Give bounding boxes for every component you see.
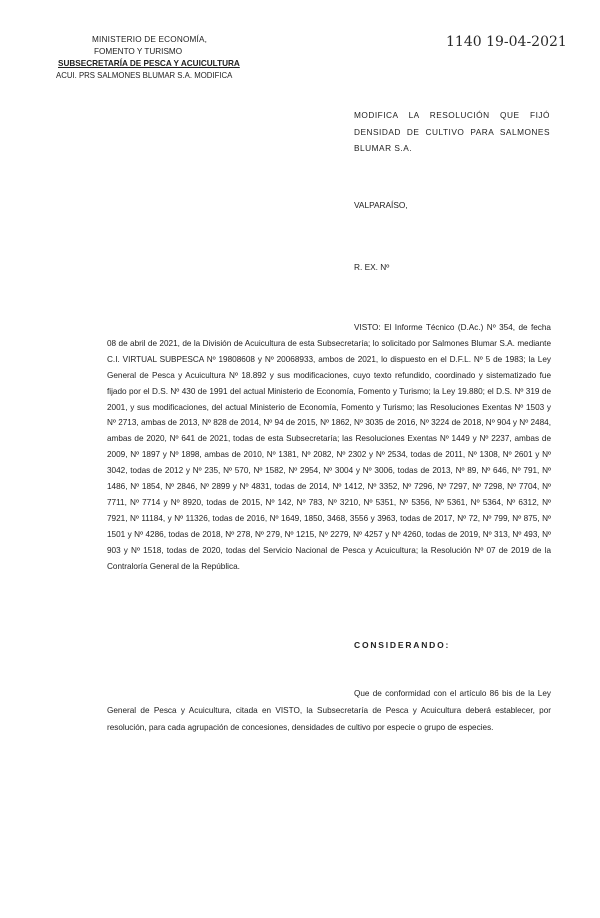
letterhead xyxy=(54,34,264,82)
resolution-number-stamp: 1140 19-04-2021 xyxy=(446,34,567,50)
resolution-exenta-label: R. EX. Nº xyxy=(354,262,390,272)
subsecretaria-name: SUBSECRETARÍA DE PESCA Y ACUICULTURA xyxy=(58,59,240,68)
ministry-name-line2: FOMENTO Y TURISMO xyxy=(94,47,183,56)
visto-paragraph: VISTO: El Informe Técnico (D.Ac.) Nº 354, de fecha 08 de abril de 2021, de la División de Acuicultura de esta Subsecretaría; lo solicitado por Salmones Blumar S.A. mediante C.I. VIRTUAL SUBPESCA Nº 19808608 y Nº 20068933, ambos de 2021, lo dispuesto en el D.F.L. Nº 5 de 1983; la Ley General de Pesca y Acuicultura Nº 18.892 y sus modificaciones, cuyo texto refundido, coordinado y sistematizado fue fijado por el D.S. Nº 430 de 1991 del actual Ministerio de Economía, Fomento y Turismo; la Ley 19.880; el D.S. Nº 319 de 2001, y sus modificaciones, del actual Ministerio de Economía, Fomento y Turismo; las Resoluciones Exentas Nº 1503 y Nº 2713, ambas de 2013, Nº 828 de 2014, Nº 94 de 2015, Nº 1862, Nº 3035 de 2016, Nº 3224 de 2018, Nº 904 y Nº 2484, ambas de 2020, Nº 641 de 2021, todas de esta Subsecretaría; las Resoluciones Exentas Nº 1449 y Nº 2237, ambas de 2009, Nº 1897 y Nº 1898, ambas de 2010, Nº 1381, Nº 2082, Nº 2302 y Nº 2534, todas de 2011, Nº 1308, Nº 2601 y Nº 3042, todas de 2012 y Nº 235, Nº 570, Nº 1582, Nº 2954, Nº 3004 y Nº 3006, todas de 2013, Nº 89, Nº 646, Nº 791, Nº 1486, Nº 1854, Nº 2846, Nº 2899 y Nº 4831, todas de 2014, Nº 1412, Nº 3352, Nº 7296, Nº 7297, Nº 7298, Nº 7704, Nº 7711, Nº 7714 y Nº 8920, todas de 2015, Nº 142, Nº 783, Nº 3210, Nº 5351, Nº 5356, Nº 5361, Nº 5364, Nº 6312, Nº 7921, Nº 11184, y Nº 11326, todas de 2016, Nº 1649, 1850, 3468, 3556 y 3963, todas de 2017, Nº 72, Nº 799, Nº 875, Nº 1501 y Nº 4286, todas de 2018, Nº 278, Nº 279, Nº 1215, Nº 2279, Nº 4257 y Nº 4260, todas de 2019, Nº 313, Nº 493, Nº 903 y Nº 1518, todas de 2020, todas del Servicio Nacional de Pesca y Acuicultura; la Resolución Nº 07 de 2019 de la Contraloría General de la República. xyxy=(107,323,551,571)
document-reference: ACUI. PRS SALMONES BLUMAR S.A. MODIFICA xyxy=(56,71,233,80)
ministry-name: MINISTERIO DE ECONOMÍA, xyxy=(92,35,208,44)
place-line: VALPARAÍSO, xyxy=(354,200,408,210)
resolution-subject: MODIFICA LA RESOLUCIÓN QUE FIJÓ DENSIDAD DE CULTIVO PARA SALMONES BLUMAR S.A. xyxy=(354,110,550,153)
considerando-heading: CONSIDERANDO: xyxy=(354,640,451,650)
considerando-paragraph-1: Que de conformidad con el artículo 86 bis de la Ley General de Pesca y Acuicultura, citada en VISTO, la Subsecretaría de Pesca y Acuicultura deberá establecer, por resolución, para cada agrupación de concesiones, densidades de cultivo por especie o grupo de especies. xyxy=(107,689,551,733)
